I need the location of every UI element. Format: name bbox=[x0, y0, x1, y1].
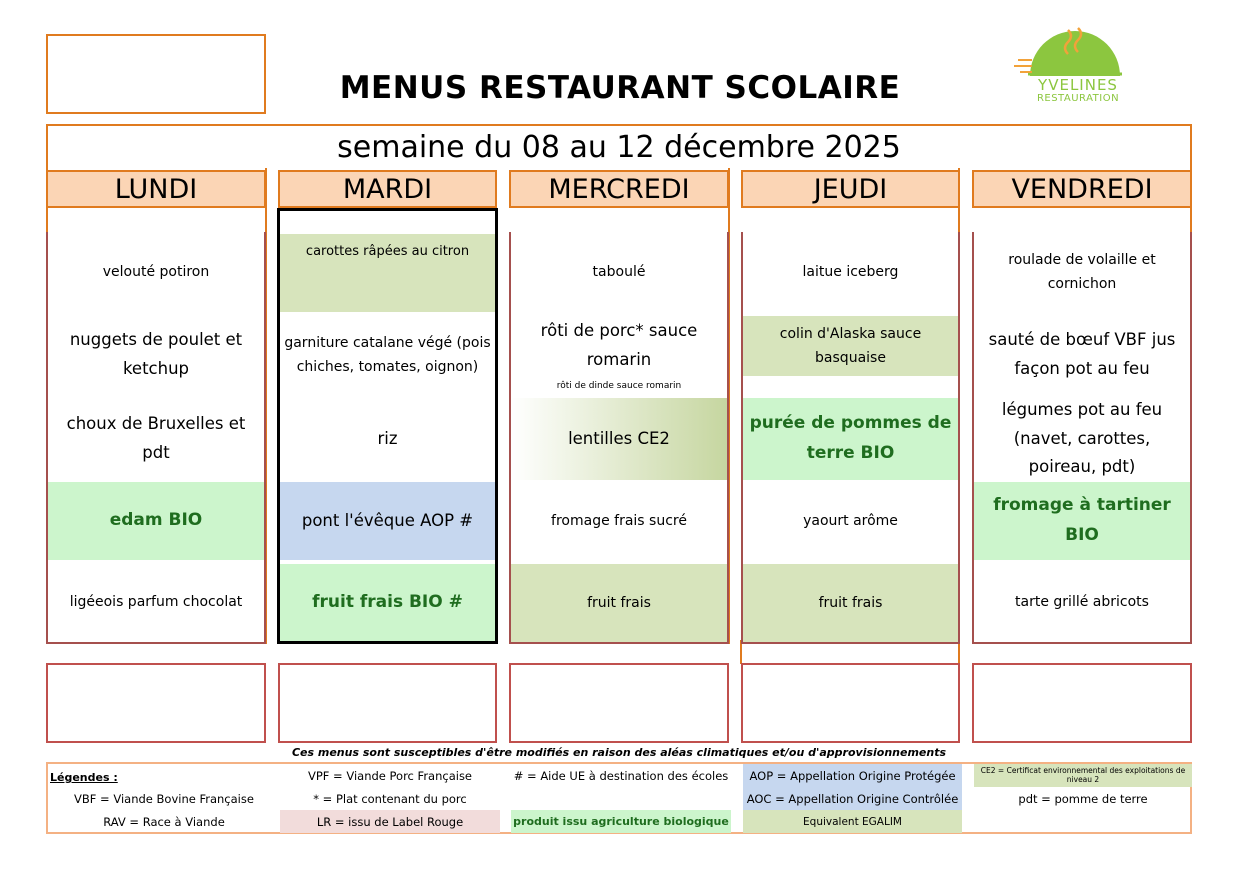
vendredi-entree: roulade de volaille et cornichon bbox=[1008, 251, 1156, 292]
jeudi-accompagnement: purée de pommes de terre BIO bbox=[743, 398, 958, 480]
day-header-mardi: MARDI bbox=[278, 170, 497, 208]
legend-ce2: CE2 = Certificat environnemental des exploitations de niveau 2 bbox=[974, 764, 1192, 787]
legend-egalim: Equivalent EGALIM bbox=[743, 810, 962, 833]
legend-vpf: VPF = Viande Porc Française bbox=[307, 768, 473, 783]
legend-rav: RAV = Race à Viande bbox=[103, 814, 225, 829]
vendredi-dessert: tarte grillé abricots bbox=[1015, 593, 1149, 610]
lundi-accompagnement: choux de Bruxelles et pdt bbox=[66, 414, 246, 462]
page-title: MENUS RESTAURANT SCOLAIRE bbox=[339, 70, 901, 106]
jeudi-fromage: yaourt arôme bbox=[803, 512, 898, 529]
vendredi-accompagnement: légumes pot au feu (navet, carottes, poireau, pdt) bbox=[1001, 399, 1163, 477]
mardi-dessert: fruit frais BIO # bbox=[280, 564, 495, 642]
mardi-entree: carottes râpées au citron bbox=[280, 234, 495, 312]
day-header-lundi: LUNDI bbox=[46, 170, 266, 208]
lundi-plat: nuggets de poulet et ketchup bbox=[69, 330, 243, 378]
brand-name: YVELINES bbox=[1038, 76, 1118, 94]
empty-box-mardi bbox=[278, 663, 497, 743]
disclaimer: Ces menus sont susceptibles d'être modifiés en raison des aléas climatiques et/ou d'approvisionnements bbox=[291, 745, 947, 759]
jeudi-dessert: fruit frais bbox=[743, 564, 958, 642]
mercredi-plat-alternatif: rôti de dinde sauce romarin bbox=[556, 381, 682, 391]
current-day-highlight bbox=[277, 208, 498, 644]
empty-box-mercredi bbox=[509, 663, 729, 743]
mercredi-entree: taboulé bbox=[592, 263, 646, 280]
legend-bio: produit issu agriculture biologique bbox=[511, 810, 731, 833]
mercredi-accompagnement: lentilles CE2 bbox=[511, 398, 727, 480]
mardi-plat: garniture catalane végé (pois chiches, tomates, oignon) bbox=[284, 334, 491, 375]
legend-vbf: VBF = Viande Bovine Française bbox=[74, 791, 254, 806]
steaming-dish-icon bbox=[1008, 26, 1148, 78]
legend-aop: AOP = Appellation Origine Protégée bbox=[743, 764, 962, 787]
legend-porc: * = Plat contenant du porc bbox=[313, 791, 467, 806]
vendredi-plat: sauté de bœuf VBF jus façon pot au feu bbox=[988, 330, 1176, 378]
lundi-entree: velouté potiron bbox=[102, 263, 210, 280]
jeudi-plat: colin d'Alaska sauce basquaise bbox=[743, 316, 958, 376]
day-header-vendredi: VENDREDI bbox=[972, 170, 1192, 208]
brand-subtitle: RESTAURATION bbox=[1036, 93, 1120, 104]
legend-aoc: AOC = Appellation Origine Contrôlée bbox=[743, 787, 962, 810]
mercredi-fromage: fromage frais sucré bbox=[551, 512, 687, 529]
jeudi-entree: laitue iceberg bbox=[802, 263, 899, 280]
vendredi-fromage: fromage à tartiner BIO bbox=[974, 482, 1190, 560]
empty-box-jeudi bbox=[741, 663, 960, 743]
lundi-dessert: ligéeois parfum chocolat bbox=[69, 593, 243, 610]
week-title: semaine du 08 au 12 décembre 2025 bbox=[337, 129, 901, 165]
legend-pdt: pdt = pomme de terre bbox=[1018, 791, 1148, 806]
legend-aide-ue: # = Aide UE à destination des écoles bbox=[513, 768, 729, 783]
logo-placeholder-box bbox=[46, 34, 266, 114]
yvelines-restauration-logo bbox=[1008, 26, 1148, 112]
mardi-fromage: pont l'évêque AOP # bbox=[280, 482, 495, 560]
day-header-jeudi: JEUDI bbox=[741, 170, 960, 208]
mercredi-dessert: fruit frais bbox=[511, 564, 727, 642]
day-header-mercredi: MERCREDI bbox=[509, 170, 729, 208]
empty-box-vendredi bbox=[972, 663, 1192, 743]
empty-box-lundi bbox=[46, 663, 266, 743]
legend-label-rouge: LR = issu de Label Rouge bbox=[280, 810, 500, 833]
legend-title: Légendes : bbox=[50, 771, 118, 784]
legend-box bbox=[46, 762, 1192, 834]
lundi-fromage: edam BIO bbox=[48, 482, 264, 560]
mardi-accompagnement: riz bbox=[377, 428, 398, 448]
mercredi-plat: rôti de porc* sauce romarin bbox=[540, 321, 698, 369]
